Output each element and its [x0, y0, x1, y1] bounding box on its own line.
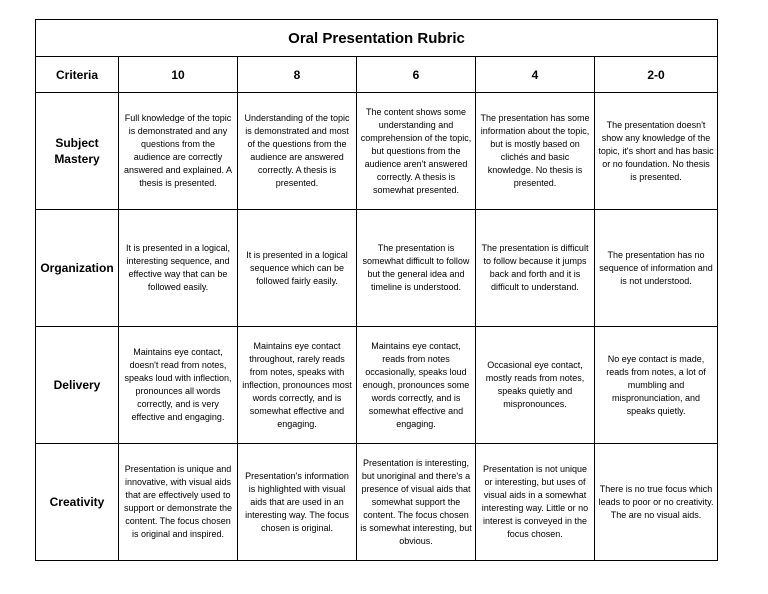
row-subject-mastery: [36, 93, 718, 210]
header-score-2-0: 2-0: [595, 57, 718, 93]
rubric-cell: Maintains eye contact, doesn't read from notes, speaks loud with inflection, pronounces all words correctly, and is very effective and engaging.: [119, 327, 238, 444]
header-row: [36, 57, 718, 93]
header-score-10: 10: [119, 57, 238, 93]
rubric-cell: Presentation is not unique or interesting, but uses of visual aids in a somewhat interesting way. Little or no interest is conveyed in the focus chosen.: [476, 444, 595, 561]
header-criteria: Criteria: [36, 57, 119, 93]
rubric-cell: The presentation is somewhat difficult to follow but the general idea and timeline is understood.: [357, 210, 476, 327]
rubric-title: Oral Presentation Rubric: [36, 20, 718, 57]
rubric-cell: Full knowledge of the topic is demonstrated and any questions from the audience are correctly answered and explained. A thesis is presented.: [119, 93, 238, 210]
rubric-cell: The presentation is difficult to follow because it jumps back and forth and it is difficult to understand.: [476, 210, 595, 327]
rubric-cell: Maintains eye contact throughout, rarely reads from notes, speaks with inflection, pronounces most words correctly, and is somewhat effective and engaging.: [238, 327, 357, 444]
rubric-cell: Presentation is interesting, but unoriginal and there's a presence of visual aids that somewhat support the content. The focus chosen is somewhat interesting, but obvious.: [357, 444, 476, 561]
rubric-cell: No eye contact is made, reads from notes, a lot of mumbling and mispronunciation, and speaks quietly.: [595, 327, 718, 444]
header-score-4: 4: [476, 57, 595, 93]
header-score-6: 6: [357, 57, 476, 93]
title-row: [36, 20, 718, 57]
rubric-table: [35, 19, 718, 561]
rubric-cell: Occasional eye contact, mostly reads from notes, speaks quietly and mispronounces.: [476, 327, 595, 444]
criterion-label: Delivery: [36, 327, 119, 444]
row-delivery: [36, 327, 718, 444]
rubric-cell: Understanding of the topic is demonstrated and most of the questions from the audience are answered correctly. A thesis is presented.: [238, 93, 357, 210]
row-organization: [36, 210, 718, 327]
rubric-cell: The presentation doesn't show any knowledge of the topic, it's short and has basic or no foundation. No thesis is presented.: [595, 93, 718, 210]
rubric-cell: The presentation has no sequence of information and is not understood.: [595, 210, 718, 327]
rubric-cell: Presentation is unique and innovative, with visual aids that are effectively used to support or demonstrate the content. The focus chosen is original and inspired.: [119, 444, 238, 561]
rubric-cell: There is no true focus which leads to poor or no creativity. The are no visual aids.: [595, 444, 718, 561]
criterion-label: Organization: [36, 210, 119, 327]
criterion-label: Creativity: [36, 444, 119, 561]
rubric-cell: It is presented in a logical, interesting sequence, and effective way that can be followed easily.: [119, 210, 238, 327]
header-score-8: 8: [238, 57, 357, 93]
row-creativity: [36, 444, 718, 561]
rubric-cell: Maintains eye contact, reads from notes occasionally, speaks loud enough, pronounces some words correctly, and is somewhat effective and engaging.: [357, 327, 476, 444]
rubric-cell: The content shows some understanding and comprehension of the topic, but questions from the audience aren't answered correctly. A thesis is somewhat presented.: [357, 93, 476, 210]
rubric-cell: It is presented in a logical sequence which can be followed fairly easily.: [238, 210, 357, 327]
rubric-cell: Presentation's information is highlighted with visual aids that are used in an interesting way. The focus chosen is original.: [238, 444, 357, 561]
criterion-label: Subject Mastery: [36, 93, 119, 210]
rubric-cell: The presentation has some information about the topic, but is mostly based on clichés and basic knowledge. No thesis is presented.: [476, 93, 595, 210]
